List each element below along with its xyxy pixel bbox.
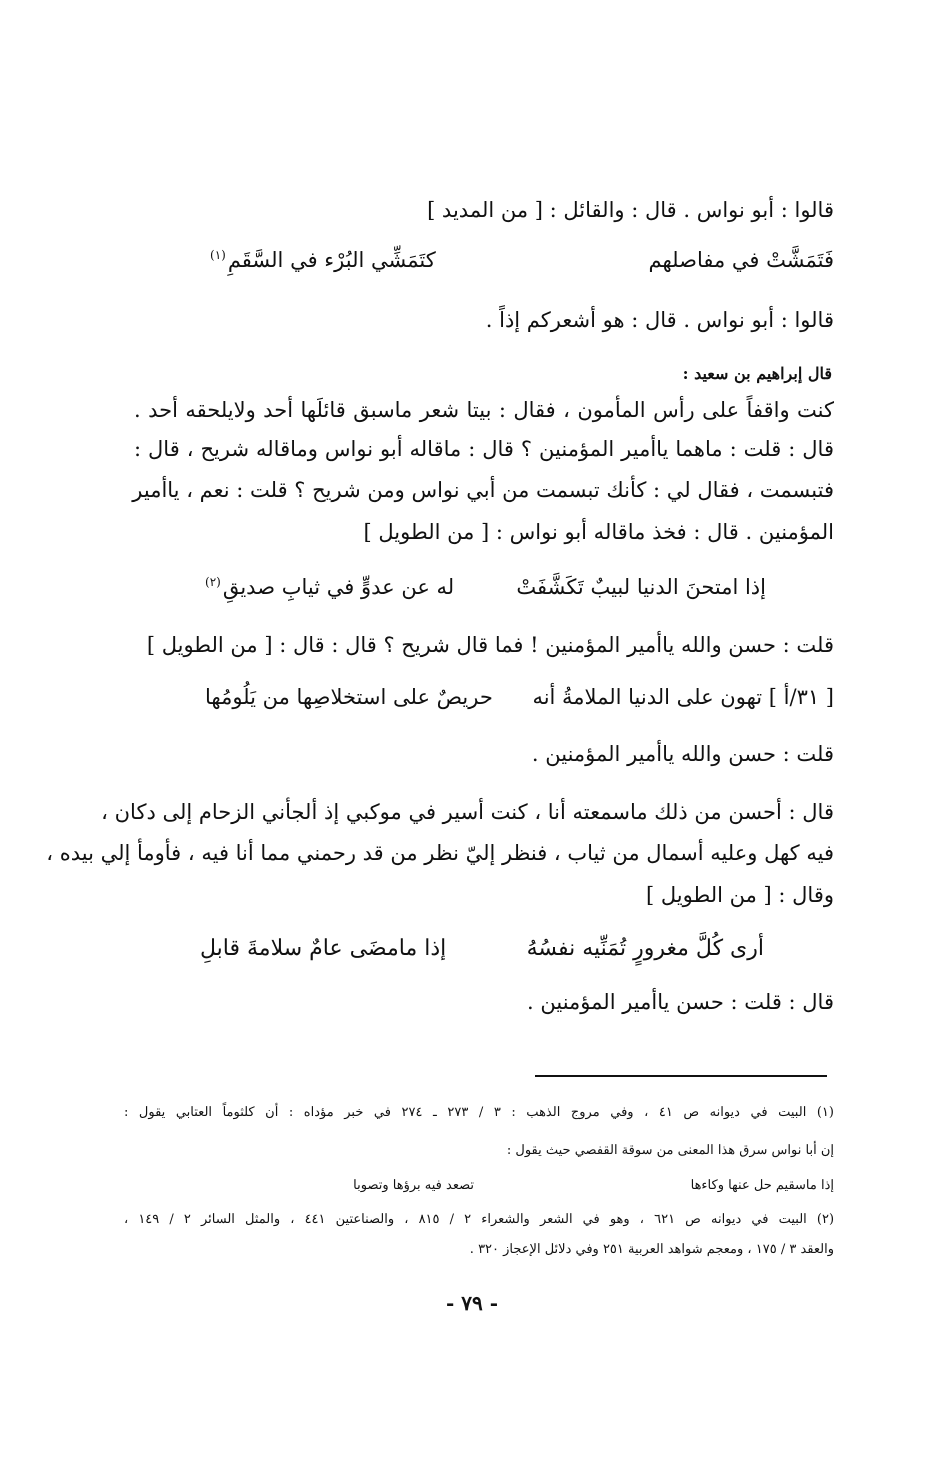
verse-2-first-hemistich: إذا امتحنَ الدنيا لبيبٌ تَكَشَّفَتْ	[516, 575, 766, 599]
footnote-separator	[535, 1075, 827, 1077]
line-2: قالوا : أبو نواس . قال : هو أشعركم إذاً .	[485, 308, 834, 332]
line-1: قالوا : أبو نواس . قال : والقائل : [ من المديد ]	[427, 198, 834, 222]
page-number: - ٧٩ -	[445, 1291, 498, 1315]
footnote-1-verse-first: إذا ماسقيم حل عنها وكاءها	[690, 1178, 834, 1193]
footnote-2-line-1: (٢) البيت في ديوانه ص ٦٢١ ، وهو في الشعر والشعراء ٢ / ٨١٥ ، والصناعتين ٤٤١ ، والمثل السائر ٢ / ١٤٩ ،	[124, 1212, 835, 1227]
footnote-1-line-2: إن أبا نواس سرق هذا المعنى من سوقة القفصي حيث يقول :	[506, 1143, 834, 1158]
verse-4-first-hemistich: أرى كُلَّ مغرورٍ تُمَنِّيه نفسُهُ	[526, 936, 764, 961]
line-4: قلت : حسن والله ياأمير المؤمنين .	[531, 742, 834, 766]
verse-3-second-hemistich: حريصٌ على استخلاصِها من يَلُومُها	[205, 685, 493, 709]
para-1-line-2: قال : قلت : ماهما ياأمير المؤمنين ؟ قال : ماقاله أبو نواس وماقاله شريح ، قال :	[134, 437, 834, 461]
para-1-line-4: المؤمنين . قال : فخذ ماقاله أبو نواس : [ من الطويل ]	[363, 520, 834, 544]
verse-1-second-hemistich: كتَمَشِّي البُرْء في السَّقَمِ$^{(١)}$	[210, 248, 436, 272]
line-5: قال : قلت : حسن ياأمير المؤمنين .	[527, 990, 834, 1014]
verse-2-second-hemistich: له عن عدوٍّ في ثيابِ صديقِ$^{(٢)}$	[205, 575, 455, 599]
footnote-1-verse-second: تصعد فيه برؤها وتصوبا	[353, 1178, 474, 1193]
line-3: قلت : حسن والله ياأمير المؤمنين ! فما قال شريح ؟ قال : قال : [ من الطويل ]	[146, 633, 834, 657]
footnote-1-line-1: (١) البيت في ديوانه ص ٤١ ، وفي مروج الذهب : ٣ / ٢٧٣ ـ ٢٧٤ في خبر مؤداه : أن كلثوماً العتابي يقول :	[124, 1105, 834, 1120]
para-2-line-1: قال : أحسن من ذلك ماسمعته أنا ، كنت أسير في موكبي إذ ألجأني الزحام إلى دكان ،	[101, 800, 834, 824]
para-1-line-3: فتبسمت ، فقال لي : كأنك تبسمت من أبي نواس ومن شريح ؟ قلت : نعم ، ياأمير	[132, 478, 834, 502]
para-2-line-2: فيه كهل وعليه أسمال من ثياب ، فنظر إليّ نظر من قد رحمني مما أنا فيه ، فأومأ إلي بيده ،	[46, 841, 834, 865]
verse-1-first-hemistich: فَتَمَشَّتْ في مفاصلهم	[648, 248, 834, 272]
verse-3-first-hemistich: [ ٣١/أ ] تهون على الدنيا الملامةُ أنه	[532, 685, 834, 709]
para-1-line-1: كنت واقفاً على رأس المأمون ، فقال : بيتا شعر ماسبق قائلَها أحد ولايلحقه أحد .	[134, 398, 834, 422]
verse-4-second-hemistich: إذا مامضَى عامٌ سلامةَ قابلِ	[200, 936, 447, 961]
section-heading: قال إبراهيم بن سعيد :	[682, 364, 832, 383]
footnote-ref-2: (٢)	[205, 575, 221, 589]
footnote-ref-1: (١)	[210, 248, 226, 262]
para-2-line-3: وقال : [ من الطويل ]	[646, 883, 834, 907]
footnote-2-line-2: والعقد ٣ / ١٧٥ ، ومعجم شواهد العربية ٢٥١ وفي دلائل الإعجاز ٣٢٠ .	[469, 1242, 834, 1257]
